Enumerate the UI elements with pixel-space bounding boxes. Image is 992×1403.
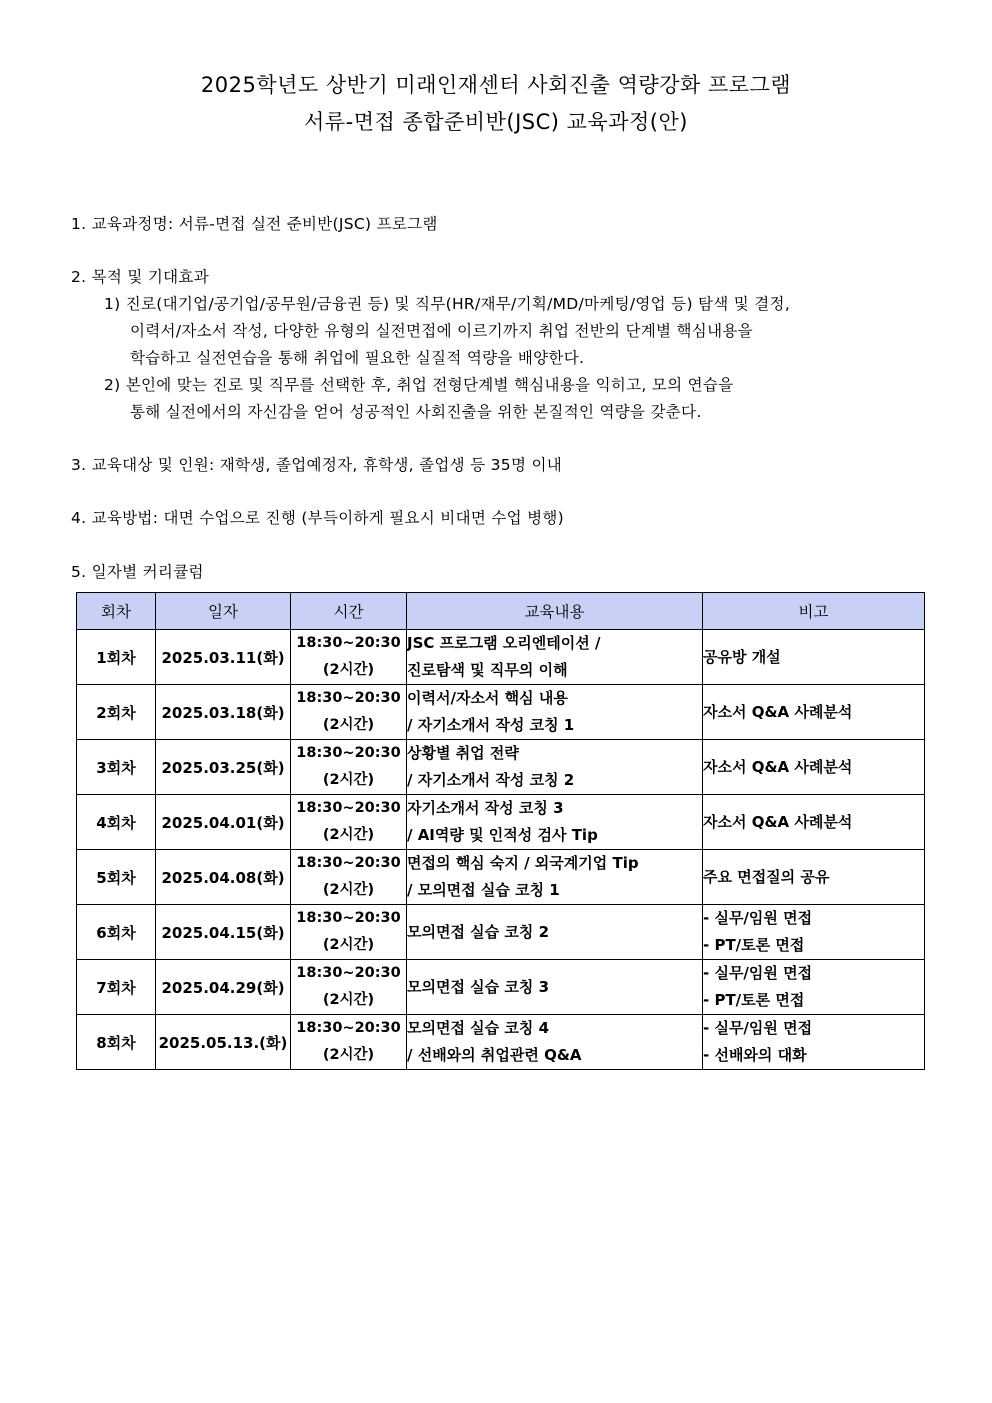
document-title-line2: 서류-면접 종합준비반(JSC) 교육과정(안) [304,110,688,134]
note-line1: 주요 면접질의 공유 [703,867,830,886]
time-duration: (2시간) [322,992,375,1008]
cell-date: 2025.03.18(화) [156,685,291,740]
note-line2: - 선배와의 대화 [703,1046,807,1064]
content-line1: 면접의 핵심 숙지 / 외국계기업 Tip [407,854,639,872]
cell-content [407,630,703,685]
content-line1: 자기소개서 작성 코칭 3 [407,799,564,817]
document-title-line1: 2025학년도 상반기 미래인재센터 사회진출 역량강화 프로그램 [200,73,792,97]
time-duration: (2시간) [322,772,375,788]
note-line2: - PT/토론 면접 [703,936,805,954]
note-line1: 자소서 Q&A 사례분석 [703,812,853,831]
cell-date: 2025.05.13.(화) [156,1015,291,1070]
cell-content [407,685,703,740]
content-line2: / 모의면접 실습 코칭 1 [407,881,560,899]
table-row [77,960,925,1015]
time-range: 18:30~20:30 [296,910,401,926]
table-row [77,1015,925,1070]
cell-session: 6회차 [77,905,156,960]
cell-content [407,795,703,850]
cell-time [291,1015,407,1070]
note-line1: - 실무/임원 면접 [703,1019,813,1037]
section-2-item2-line1: 2) 본인에 맞는 진로 및 직무를 선택한 후, 취업 전형단계별 핵심내용을 익히고, 모의 연습을 [104,376,734,394]
section-5-curriculum-heading: 5. 일자별 커리큘럼 [71,563,204,581]
content-line2: 진로탐색 및 직무의 이해 [407,661,568,679]
content-line2: / 자기소개서 작성 코칭 2 [407,771,575,789]
section-2-item1-line3: 학습하고 실전연습을 통해 취업에 필요한 실질적 역량을 배양한다. [130,349,585,367]
time-duration: (2시간) [322,662,375,678]
cell-session: 4회차 [77,795,156,850]
header-content: 교육내용 [407,593,703,630]
table-header-row [77,593,925,630]
table-row [77,850,925,905]
note-line1: - 실무/임원 면접 [703,964,813,982]
cell-note [703,630,925,685]
time-duration: (2시간) [322,717,375,733]
time-duration: (2시간) [322,827,375,843]
content-line2: / 선배와의 취업관련 Q&A [407,1046,582,1064]
table-row [77,630,925,685]
cell-session: 1회차 [77,630,156,685]
content-line1: JSC 프로그램 오리엔테이션 / [407,634,601,652]
note-line1: 자소서 Q&A 사례분석 [703,757,853,776]
time-range: 18:30~20:30 [296,800,401,816]
cell-date: 2025.04.29(화) [156,960,291,1015]
content-line2: / AI역량 및 인적성 검사 Tip [407,826,598,844]
time-range: 18:30~20:30 [296,855,401,871]
section-2-item1-line1: 1) 진로(대기업/공기업/공무원/금융권 등) 및 직무(HR/재무/기획/MD/마케팅/영업 등) 탐색 및 결정, [104,295,791,313]
content-line1: 모의면접 실습 코칭 3 [407,977,550,996]
cell-note [703,740,925,795]
cell-time [291,960,407,1015]
table-row [77,740,925,795]
cell-date: 2025.03.11(화) [156,630,291,685]
curriculum-table [76,592,925,1070]
cell-time [291,740,407,795]
cell-note [703,685,925,740]
cell-session: 3회차 [77,740,156,795]
section-4-method: 4. 교육방법: 대면 수업으로 진행 (부득이하게 필요시 비대면 수업 병행) [71,509,565,527]
cell-session: 5회차 [77,850,156,905]
cell-content [407,960,703,1015]
cell-note [703,905,925,960]
note-line1: 공유방 개설 [703,647,781,666]
cell-note [703,1015,925,1070]
cell-time [291,795,407,850]
section-2-item1-line2: 이력서/자소서 작성, 다양한 유형의 실전면접에 이르기까지 취업 전반의 단계별 핵심내용을 [130,322,753,340]
content-line2: / 자기소개서 작성 코칭 1 [407,716,575,734]
cell-note [703,850,925,905]
table-row [77,685,925,740]
cell-note [703,960,925,1015]
content-line1: 상황별 취업 전략 [407,744,519,762]
content-line1: 모의면접 실습 코칭 2 [407,922,550,941]
time-range: 18:30~20:30 [296,745,401,761]
time-duration: (2시간) [322,882,375,898]
note-line2: - PT/토론 면접 [703,991,805,1009]
time-range: 18:30~20:30 [296,690,401,706]
cell-time [291,905,407,960]
header-time: 시간 [291,593,407,630]
note-line1: - 실무/임원 면접 [703,909,813,927]
cell-time [291,685,407,740]
cell-date: 2025.04.01(화) [156,795,291,850]
section-1-course-name: 1. 교육과정명: 서류-면접 실전 준비반(JSC) 프로그램 [71,215,438,233]
table-row [77,795,925,850]
section-2-item2-line2: 통해 실전에서의 자신감을 얻어 성공적인 사회진출을 위한 본질적인 역량을 갖춘다. [130,403,702,421]
content-line1: 모의면접 실습 코칭 4 [407,1019,550,1037]
time-range: 18:30~20:30 [296,965,401,981]
table-row [77,905,925,960]
cell-date: 2025.03.25(화) [156,740,291,795]
cell-content [407,905,703,960]
cell-session: 8회차 [77,1015,156,1070]
section-3-target: 3. 교육대상 및 인원: 재학생, 졸업예정자, 휴학생, 졸업생 등 35명 이내 [71,456,563,474]
time-duration: (2시간) [322,937,375,953]
time-duration: (2시간) [322,1047,375,1063]
cell-note [703,795,925,850]
header-note: 비고 [703,593,925,630]
cell-content [407,1015,703,1070]
time-range: 18:30~20:30 [296,1020,401,1036]
note-line1: 자소서 Q&A 사례분석 [703,702,853,721]
cell-date: 2025.04.08(화) [156,850,291,905]
cell-date: 2025.04.15(화) [156,905,291,960]
header-date: 일자 [156,593,291,630]
time-range: 18:30~20:30 [296,635,401,651]
cell-content [407,850,703,905]
cell-content [407,740,703,795]
content-line1: 이력서/자소서 핵심 내용 [407,689,568,707]
cell-time [291,630,407,685]
cell-time [291,850,407,905]
cell-session: 2회차 [77,685,156,740]
cell-session: 7회차 [77,960,156,1015]
header-session: 회차 [77,593,156,630]
section-2-heading: 2. 목적 및 기대효과 [71,268,209,286]
